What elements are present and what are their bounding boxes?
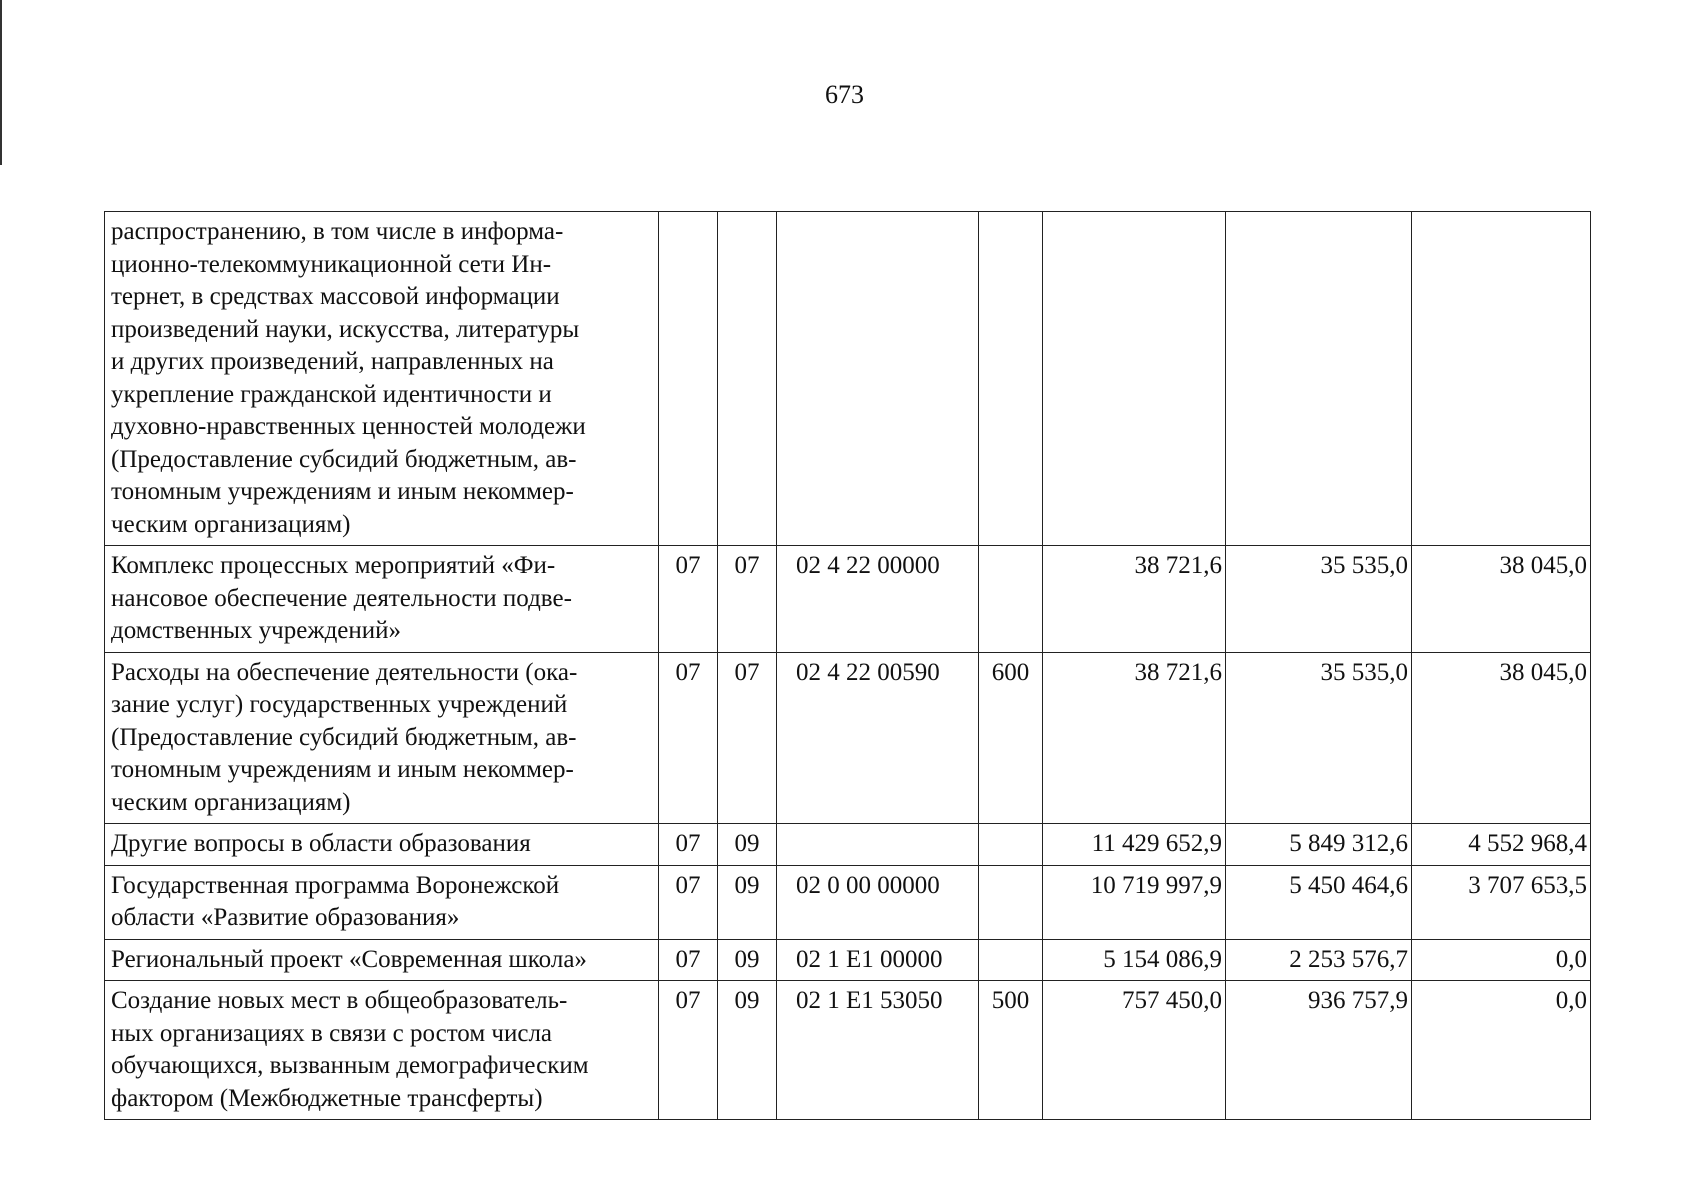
subsection-code-cell <box>718 212 777 546</box>
amount-year3-cell: 38 045,0 <box>1412 546 1591 653</box>
section-code-cell <box>659 212 718 546</box>
section-code-cell: 07 <box>659 546 718 653</box>
item-name-line: ческим организациям) <box>111 510 351 538</box>
amount-year2-cell: 5 849 312,6 <box>1226 824 1412 866</box>
item-name-line: домственных учреждений» <box>111 617 402 644</box>
subsection-code-cell: 07 <box>718 546 777 653</box>
amount-year1-cell: 10 719 997,9 <box>1043 865 1226 939</box>
amount-year3-cell: 3 707 653,5 <box>1412 865 1591 939</box>
table-row <box>105 824 1591 866</box>
item-name-line: обучающихся, вызванным демографическим <box>111 1052 589 1079</box>
amount-year3-cell: 0,0 <box>1412 981 1591 1120</box>
expense-type-cell <box>979 939 1043 981</box>
expense-type-cell <box>979 212 1043 546</box>
item-name-line: Другие вопросы в области образования <box>111 830 531 857</box>
page-number: 673 <box>825 80 864 109</box>
subsection-code-cell: 09 <box>718 939 777 981</box>
item-name-line: тономным учреждениям и иным некоммер- <box>111 756 574 783</box>
item-name-line: ных организациях в связи с ростом числа <box>111 1019 553 1047</box>
amount-year2-cell: 936 757,9 <box>1226 981 1412 1120</box>
item-name-line: тономным учреждениям и иным некоммер- <box>111 478 574 505</box>
item-name-cell <box>105 939 659 981</box>
table-row <box>105 546 1591 653</box>
item-name-cell <box>105 212 659 546</box>
item-name-line: укрепление гражданской идентичности и <box>111 380 552 408</box>
item-name-line: произведений науки, искусства, литературы <box>111 315 580 343</box>
item-name-cell <box>105 546 659 653</box>
target-article-cell: 02 1 Е1 00000 <box>777 939 979 981</box>
amount-year3-cell <box>1412 212 1591 546</box>
item-name-line: фактором (Межбюджетные трансферты) <box>111 1084 543 1112</box>
table-row <box>105 212 1591 546</box>
amount-year1-cell: 38 721,6 <box>1043 652 1226 824</box>
section-code-cell: 07 <box>659 652 718 824</box>
item-name-line: и других произведений, направленных на <box>111 348 554 375</box>
section-code-cell: 07 <box>659 981 718 1120</box>
table-body <box>105 212 1591 1120</box>
amount-year1-cell: 5 154 086,9 <box>1043 939 1226 981</box>
expense-type-cell <box>979 824 1043 866</box>
amount-year3-cell: 0,0 <box>1412 939 1591 981</box>
item-name-line: ческим организациям) <box>111 788 351 816</box>
table-row <box>105 939 1591 981</box>
item-name-line: (Предоставление субсидий бюджетным, ав- <box>111 445 577 473</box>
item-name-cell <box>105 652 659 824</box>
item-name-line: Комплекс процессных мероприятий «Фи- <box>111 552 556 579</box>
amount-year3-cell: 38 045,0 <box>1412 652 1591 824</box>
table-row <box>105 865 1591 939</box>
item-name-cell <box>105 824 659 866</box>
item-name-line: ционно-телекоммуникационной сети Ин- <box>111 250 552 278</box>
amount-year3-cell: 4 552 968,4 <box>1412 824 1591 866</box>
section-code-cell: 07 <box>659 939 718 981</box>
amount-year1-cell: 11 429 652,9 <box>1043 824 1226 866</box>
amount-year2-cell: 2 253 576,7 <box>1226 939 1412 981</box>
subsection-code-cell: 09 <box>718 865 777 939</box>
target-article-cell: 02 1 Е1 53050 <box>777 981 979 1120</box>
expense-type-cell <box>979 865 1043 939</box>
item-name-line: области «Развитие образования» <box>111 904 460 931</box>
amount-year2-cell: 35 535,0 <box>1226 652 1412 824</box>
subsection-code-cell: 07 <box>718 652 777 824</box>
amount-year1-cell <box>1043 212 1226 546</box>
amount-year1-cell: 38 721,6 <box>1043 546 1226 653</box>
section-code-cell: 07 <box>659 824 718 866</box>
target-article-cell <box>777 824 979 866</box>
table-row <box>105 652 1591 824</box>
item-name-cell <box>105 865 659 939</box>
item-name-line: нансовое обеспечение деятельности подве- <box>111 584 572 612</box>
section-code-cell: 07 <box>659 865 718 939</box>
item-name-line: Создание новых мест в общеобразователь- <box>111 987 568 1014</box>
item-name-line: зание услуг) государственных учреждений <box>111 691 568 718</box>
expense-type-cell <box>979 546 1043 653</box>
item-name-line: Региональный проект «Современная школа» <box>111 945 587 973</box>
target-article-cell <box>777 212 979 546</box>
budget-table <box>104 211 1591 1120</box>
item-name-line: Государственная программа Воронежской <box>111 871 560 899</box>
item-name-line: Расходы на обеспечение деятельности (ока- <box>111 658 578 686</box>
item-name-cell <box>105 981 659 1120</box>
target-article-cell: 02 4 22 00590 <box>777 652 979 824</box>
item-name-line: распространению, в том числе в информа- <box>111 218 564 245</box>
target-article-cell: 02 4 22 00000 <box>777 546 979 653</box>
expense-type-cell: 600 <box>979 652 1043 824</box>
item-name-line: тернет, в средствах массовой информации <box>111 283 560 310</box>
amount-year2-cell: 35 535,0 <box>1226 546 1412 653</box>
amount-year2-cell: 5 450 464,6 <box>1226 865 1412 939</box>
amount-year2-cell <box>1226 212 1412 546</box>
table-row <box>105 981 1591 1120</box>
item-name-line: (Предоставление субсидий бюджетным, ав- <box>111 723 577 751</box>
amount-year1-cell: 757 450,0 <box>1043 981 1226 1120</box>
expense-type-cell: 500 <box>979 981 1043 1120</box>
item-name-line: духовно-нравственных ценностей молодежи <box>111 413 586 440</box>
subsection-code-cell: 09 <box>718 981 777 1120</box>
subsection-code-cell: 09 <box>718 824 777 866</box>
target-article-cell: 02 0 00 00000 <box>777 865 979 939</box>
